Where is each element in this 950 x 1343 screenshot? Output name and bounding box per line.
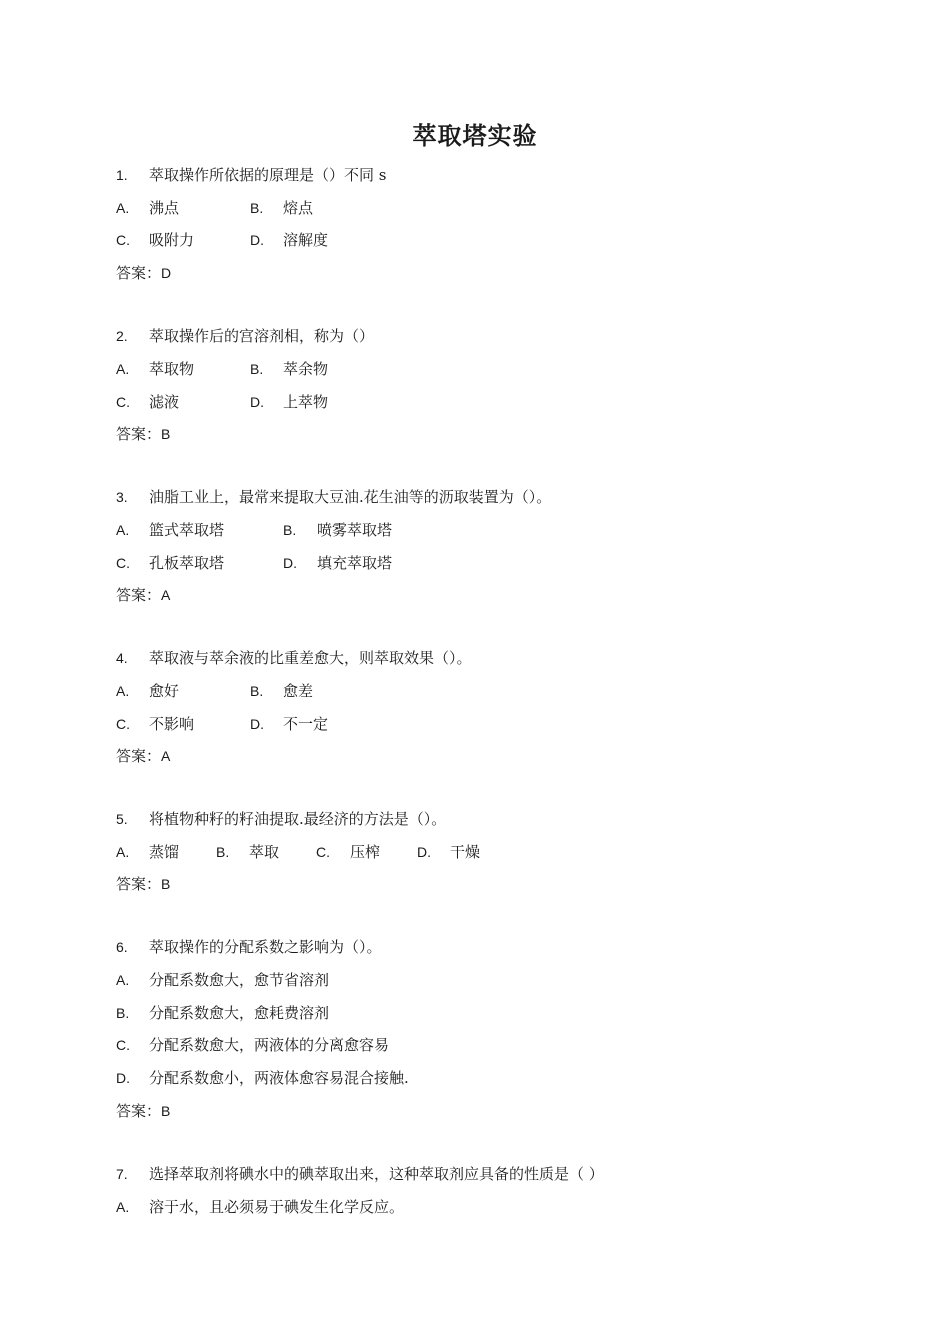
option-label: D. <box>116 1070 130 1086</box>
option-text: 篮式萃取塔 <box>149 521 225 539</box>
answer-label: 答案： <box>116 586 162 604</box>
option-label: B. <box>216 844 230 860</box>
question-number: 6. <box>116 939 128 955</box>
option-text: 分配系数愈大，愈耗费溶剂 <box>149 1004 330 1022</box>
question-text: 油脂工业上，最常来提取大豆油.花生油等的沥取装置为（）。 <box>149 488 552 506</box>
question-number: 5. <box>116 811 128 827</box>
question-number: 1. <box>116 167 128 183</box>
option-label: B. <box>250 683 264 699</box>
answer-label: 答案： <box>116 425 162 443</box>
option-text: 沸点 <box>149 199 180 217</box>
option-label: C. <box>316 844 330 860</box>
answer-label: 答案： <box>116 875 162 893</box>
question-text: 萃取操作的分配系数之影响为（）。 <box>149 938 382 956</box>
option-text: 填充萃取塔 <box>317 554 393 572</box>
option-text: 熔点 <box>283 199 314 217</box>
answer-label: 答案： <box>116 747 162 765</box>
answer-value: B <box>161 1103 171 1119</box>
option-label: A. <box>116 522 130 538</box>
option-text: 蒸馏 <box>149 843 180 861</box>
question-text: 萃取操作所依据的原理是（）不同 s <box>149 166 387 184</box>
option-text: 溶于水，且必须易于碘发生化学反应。 <box>149 1198 405 1216</box>
answer-line <box>116 744 170 768</box>
answer-label: 答案： <box>116 1102 162 1120</box>
option-text: 干燥 <box>450 843 481 861</box>
answer-value: A <box>161 748 171 764</box>
question-number: 2. <box>116 328 128 344</box>
answer-line <box>116 872 170 896</box>
answer-line <box>116 1099 170 1123</box>
answer-value: B <box>161 426 171 442</box>
option-label: B. <box>250 361 264 377</box>
option-label: C. <box>116 1037 130 1053</box>
option-text: 不一定 <box>283 715 329 733</box>
answer-label: 答案： <box>116 264 162 282</box>
option-label: C. <box>116 232 130 248</box>
option-label: B. <box>116 1005 130 1021</box>
option-label: A. <box>116 361 130 377</box>
option-label: A. <box>116 200 130 216</box>
option-label: B. <box>250 200 264 216</box>
option-text: 愈好 <box>149 682 180 700</box>
option-text: 萃余物 <box>283 360 329 378</box>
option-text: 溶解度 <box>283 231 329 249</box>
option-text: 喷雾萃取塔 <box>317 521 393 539</box>
question-number: 3. <box>116 489 128 505</box>
answer-value: B <box>161 876 171 892</box>
option-label: A. <box>116 844 130 860</box>
option-text: 分配系数愈小，两液体愈容易混合接触. <box>149 1069 409 1087</box>
question-text: 萃取操作后的宫溶剂相，称为（） <box>149 327 375 345</box>
answer-line <box>116 583 170 607</box>
question-text: 选择萃取剂将碘水中的碘萃取出来，这种萃取剂应具备的性质是（ ） <box>149 1165 604 1183</box>
option-text: 吸附力 <box>149 231 195 249</box>
question-text: 将植物种籽的籽油提取.最经济的方法是（）。 <box>149 810 447 828</box>
question-text: 萃取液与萃余液的比重差愈大，则萃取效果（）。 <box>149 649 472 667</box>
option-text: 不影响 <box>149 715 195 733</box>
option-text: 分配系数愈大，愈节省溶剂 <box>149 971 330 989</box>
option-label: B. <box>283 522 297 538</box>
answer-line <box>116 422 170 446</box>
option-label: A. <box>116 1199 130 1215</box>
option-label: A. <box>116 972 130 988</box>
option-label: D. <box>283 555 297 571</box>
answer-value: D <box>161 265 172 281</box>
answer-line <box>116 261 171 285</box>
answer-value: A <box>161 587 171 603</box>
option-label: C. <box>116 394 130 410</box>
option-label: D. <box>417 844 431 860</box>
option-label: D. <box>250 716 264 732</box>
option-text: 压榨 <box>350 843 381 861</box>
option-text: 滤液 <box>149 393 180 411</box>
option-label: C. <box>116 555 130 571</box>
page-title: 萃取塔实验 <box>412 121 538 150</box>
option-text: 孔板萃取塔 <box>149 554 225 572</box>
option-text: 上萃物 <box>283 393 329 411</box>
option-text: 愈差 <box>283 682 314 700</box>
question-number: 4. <box>116 650 128 666</box>
option-label: C. <box>116 716 130 732</box>
option-text: 萃取 <box>249 843 280 861</box>
question-number: 7. <box>116 1166 128 1182</box>
option-label: A. <box>116 683 130 699</box>
option-label: D. <box>250 394 264 410</box>
option-label: D. <box>250 232 264 248</box>
option-text: 萃取物 <box>149 360 195 378</box>
option-text: 分配系数愈大，两液体的分离愈容易 <box>149 1036 390 1054</box>
